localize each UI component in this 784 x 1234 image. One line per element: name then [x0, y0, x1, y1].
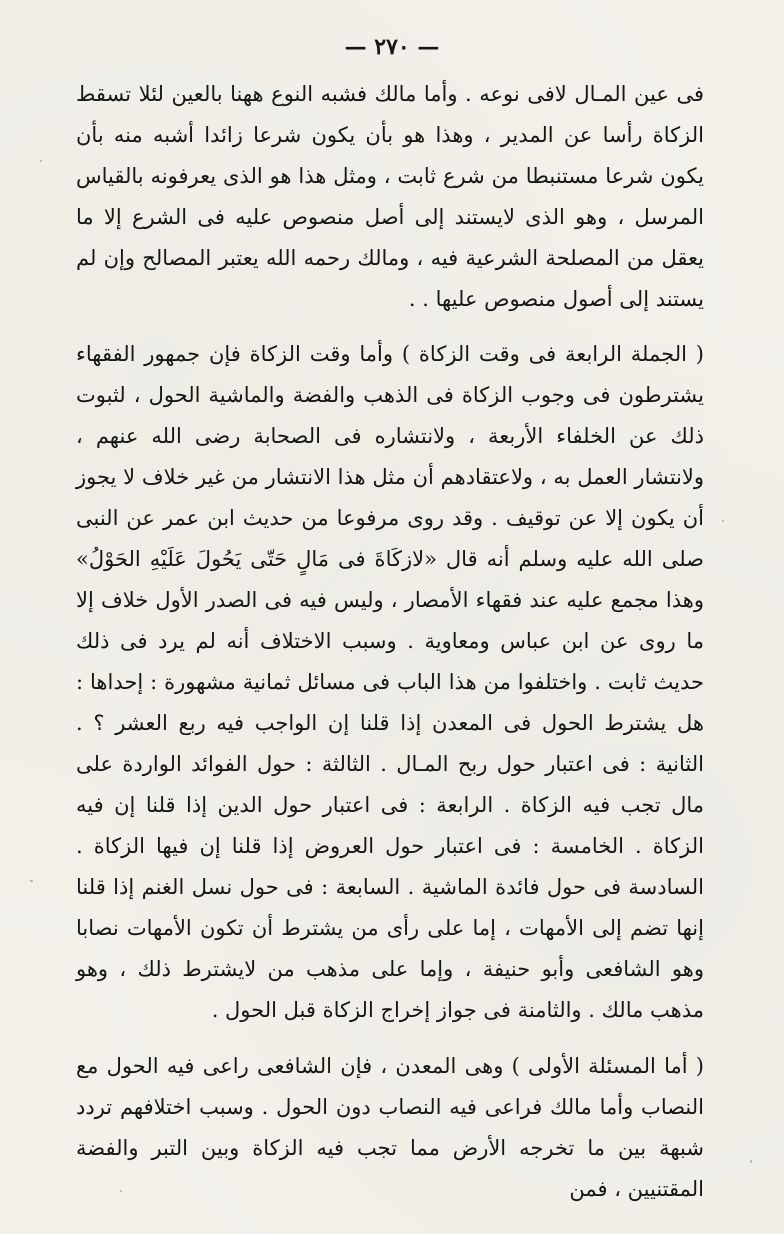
page-number: — ٢٧٠ — — [344, 34, 440, 60]
paragraph-qiyas-mursal: فى عين المـال لافى نوعه . وأما مالك فشبه النوع ههنا بالعين لئلا تسقط الزكاة رأسا عن المدير ، وهذا هو بأن يكون شرعا زائدا أشبه منه بأن يكون شرعا مستنبطا من شرع ثابت ، ومثل هذا هو الذى يعرفونه بالقياس المرسل ، وهو الذى لايستند إلى أصل منصوص عليه فى الشرع إلا ما يعقل من المصلحة الشرعية فيه ، ومالك رحمه الله يعتبر المصالح وإن لم يستند إلى أصول منصوص عليها . . — [76, 82, 704, 311]
paragraph-first-issue: ( أما المسئلة الأولى ) وهى المعدن ، فإن الشافعى راعى فيه الحول مع النصاب وأما مالك فراعى فيه النصاب دون الحول . وسبب اختلافهم تردد شبهة بين ما تخرجه الأرض مما تجب فيه الزكاة وبين التبر والفضة المقتنيين ، فمن — [76, 1054, 704, 1201]
paragraph-zakat-timing: ( الجملة الرابعة فى وقت الزكاة ) وأما وقت الزكاة فإن جمهور الفقهاء يشترطون فى وجوب الزكاة فى الذهب والفضة والماشية الحول ، لثبوت ذلك عن الخلفاء الأربعة ، ولانتشاره فى الصحابة رضى الله عنهم ، ولانتشار العمل به ، ولاعتقادهم أن مثل هذا الانتشار من غير خلاف لا يجوز أن يكون إلا عن توقيف . وقد روى مرفوعا من حديث ابن عمر عن النبى صلى الله عليه وسلم أنه قال «لازكَاةَ فى مَالٍ حَتّى يَحُولَ عَلَيْهِ الحَوْلُ» وهذا مجمع عليه عند فقهاء الأمصار ، وليس فيه فى الصدر الأول خلاف إلا ما روى عن ابن عباس ومعاوية . وسبب الاختلاف أنه لم يرد فى ذلك حديث ثابت . واختلفوا من هذا الباب فى مسائل ثمانية مشهورة : إحداها : هل يشترط الحول فى المعدن إذا قلنا إن الواجب فيه ربع العشر ؟ . الثانية : فى اعتبار حول ربح المـال . الثالثة : حول الفوائد الواردة على مال تجب فيه الزكاة . الرابعة : فى اعتبار حول الدين إذا قلنا إن فيه الزكاة . الخامسة : فى اعتبار حول العروض إذا قلنا إن فيها الزكاة . السادسة فى حول فائدة الماشية . السابعة : فى حول نسل الغنم إذا قلنا إنها تضم إلى الأمهات ، إما على رأى من يشترط أن تكون الأمهات نصابا وهو الشافعى وأبو حنيفة ، وإما على مذهب من لايشترط ذلك ، وهو مذهب مالك . والثامنة فى جواز إخراج الزكاة قبل الحول . — [76, 342, 704, 1022]
paper-speck — [40, 160, 42, 162]
paper-speck — [722, 520, 724, 522]
paper-speck — [120, 1190, 122, 1192]
paper-speck — [30, 880, 33, 882]
paper-speck — [750, 1160, 752, 1163]
